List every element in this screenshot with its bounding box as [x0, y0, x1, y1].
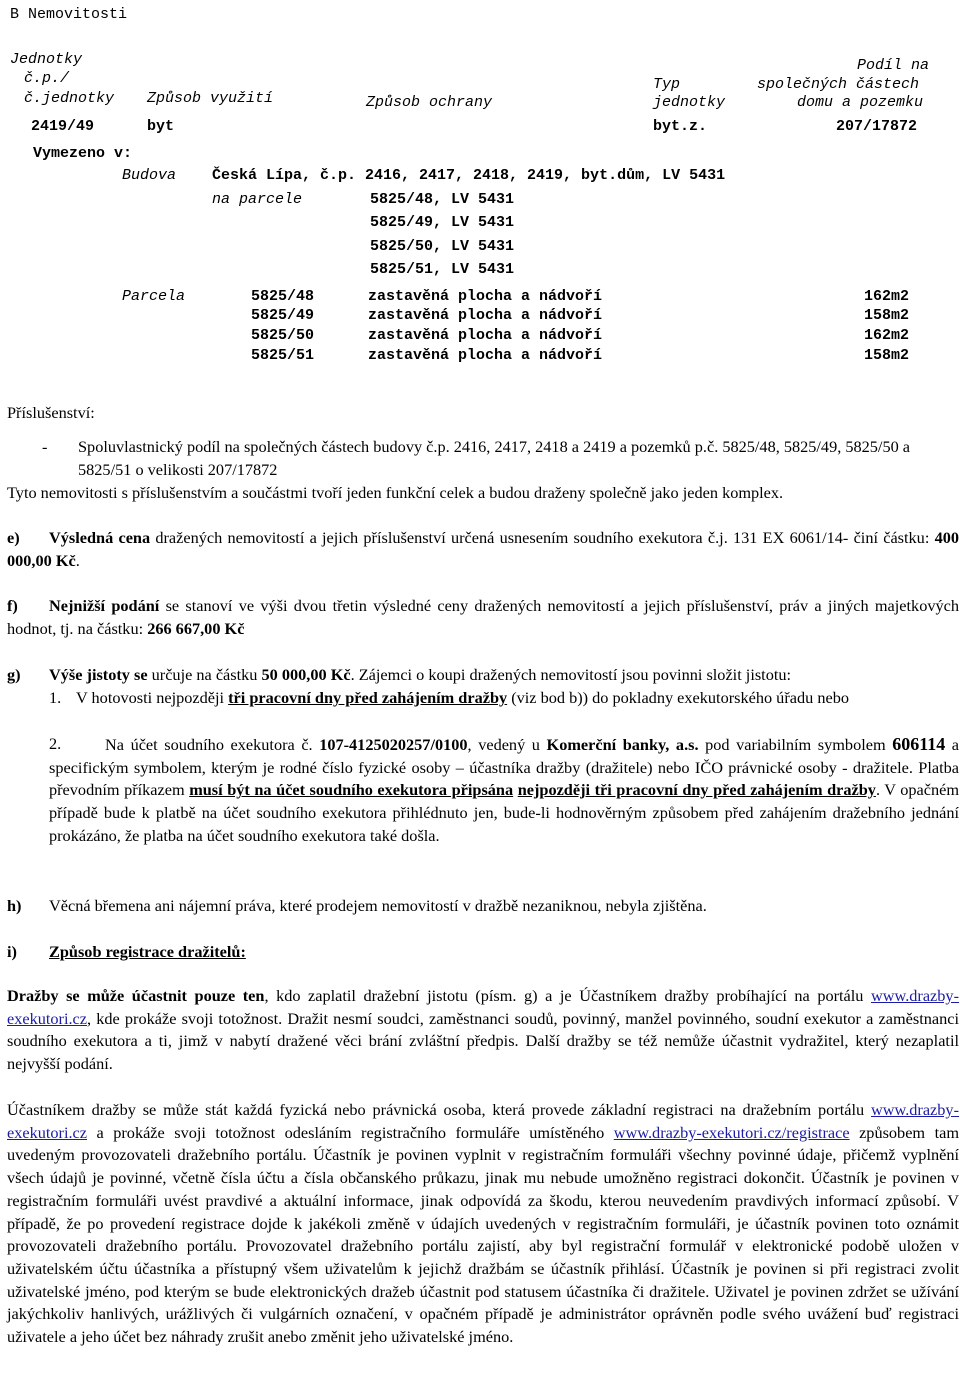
deposit-term: Výše jistoty se: [49, 665, 148, 684]
item-g-text-2: . Zájemci o koupi dražených nemovitostí jsou povinni složit jistotu:: [350, 665, 792, 684]
parcela-label: Parcela: [122, 288, 186, 305]
g1-text: [76, 687, 959, 710]
na-parcele-item: 5825/51, LV 5431: [370, 261, 515, 278]
parcel-number: 5825/49: [251, 307, 315, 324]
bullet-dash: -: [42, 437, 48, 456]
item-e: [7, 527, 959, 572]
payment-deadline: nejpozději tři pracovní dny před zahájením dražby: [517, 780, 876, 800]
g1-c: (viz bod b)) do pokladny exekutorského úřadu nebo: [507, 688, 849, 707]
portal-link[interactable]: www.drazby-exekutori.cz: [7, 1100, 959, 1142]
header-share-3: domu a pozemku: [797, 94, 924, 111]
header-share-2: společných částech: [757, 76, 920, 93]
p1-b: , kde prokáže svoji totožnost. Dražit nesmí soudci, zaměstnanci soudů, povinný, manžel povinného, soudní exekutor a zaměstnanci soudního exekutora a ti, jimž v nabytí dražené věci brání zvláštní předpis. Další dražby se též nemůže účastnit vydražitel, který nezaplatil nejvyšší podání.: [7, 1008, 959, 1074]
item-e-label: e): [7, 528, 20, 547]
g2-a: Na účet soudního exekutora č.: [105, 735, 320, 754]
item-i-label: i): [7, 942, 17, 961]
g2-d: a specifickým symbolem, kterým je rodné číslo fyzické osoby – účastníka dražby (dražitele) nebo IČO právnické osoby - dražitele. Platba převodním příkazem: [49, 735, 960, 800]
final-price-amount: 400 000,00 Kč: [7, 528, 959, 570]
parcel-area: 162m2: [864, 327, 910, 344]
account-number: 107-4125020257/0100: [319, 735, 468, 754]
parcel-kind: zastavěná plocha a nádvoří: [368, 288, 603, 305]
parcel-kind: zastavěná plocha a nádvoří: [368, 347, 603, 364]
g1-deadline: tři pracovní dny před zahájením dražby: [228, 688, 508, 707]
header-type: Typ: [653, 76, 681, 93]
item-f: [7, 595, 959, 640]
item-h-label: h): [7, 896, 22, 915]
unit-share: 207/17872: [836, 118, 918, 135]
registration-title: Způsob registrace dražitelů:: [49, 942, 246, 961]
parcel-number: 5825/51: [251, 347, 315, 364]
g2-number: 2.: [49, 734, 62, 753]
p2-a: Účastníkem dražby se může stát každá fyzická nebo právnická osoba, která provede základní registraci na dražebním portálu: [7, 1100, 871, 1119]
parcel-area: 162m2: [864, 288, 910, 305]
parcel-kind: zastavěná plocha a nádvoří: [368, 327, 603, 344]
parcel-number: 5825/48: [251, 288, 315, 305]
g2-c: pod variabilním symbolem: [698, 735, 893, 754]
header-use: Způsob využití: [147, 90, 274, 107]
item-e-end: .: [75, 550, 80, 570]
p1-a: , kdo zaplatil dražební jistotu (písm. g) a je Účastníkem dražby probíhající na portálu: [264, 986, 871, 1005]
header-cp: č.p./: [24, 70, 70, 87]
item-g-text: určuje na částku: [147, 665, 262, 684]
na-parcele-item: 5825/50, LV 5431: [370, 238, 515, 255]
p2-b: a prokáže svoji totožnost odesláním registračního formuláře umístěného: [87, 1122, 614, 1142]
budova-value: Česká Lípa, č.p. 2416, 2417, 2418, 2419, byt.dům, LV 5431: [212, 167, 726, 184]
registration-paragraph-1: [7, 985, 959, 1076]
g2-b: , vedený u: [467, 735, 547, 754]
g2-text: [49, 733, 959, 848]
bank-name: Komerční banky, a.s.: [546, 735, 699, 754]
item-f-label: f): [7, 596, 18, 615]
vymezeno-label: Vymezeno v:: [33, 145, 133, 162]
g1-number: 1.: [49, 688, 62, 707]
na-parcele-item: 5825/49, LV 5431: [370, 214, 515, 231]
parcel-area: 158m2: [864, 347, 910, 364]
registration-link[interactable]: www.drazby-exekutori.cz/registrace: [613, 1122, 850, 1142]
unit-type: byt.z.: [653, 118, 708, 135]
header-unit: jednotky: [653, 94, 726, 111]
g2-e: . V opačném případě bude k platbě na účet soudního exekutora přihlédnuto jen, bude-li hodnověrným způsobem před zahájením dražebního jednání prokázáno, že platba na účet soudního exekutora také došla.: [49, 780, 960, 845]
budova-label: Budova: [122, 167, 177, 184]
na-parcele-label: na parcele: [212, 191, 303, 208]
portal-link[interactable]: www.drazby-exekutori.cz: [7, 986, 959, 1028]
item-f-text: se stanoví ve výši dvou třetin výsledné ceny dražených nemovitostí a jejich příslušenství, práv a jiných majetkových hodnot, tj. na částku:: [7, 596, 959, 638]
header-units: Jednotky: [10, 51, 83, 68]
must-be-credited: musí být na účet soudního exekutora připsána: [189, 780, 514, 800]
min-bid-term: Nejnižší podání: [49, 596, 160, 615]
unit-number: 2419/49: [31, 118, 95, 135]
item-g: [49, 664, 959, 687]
min-bid-amount: 266 667,00 Kč: [147, 618, 245, 638]
variable-symbol: 606114: [892, 734, 946, 754]
header-unit-number: č.jednotky: [24, 90, 115, 107]
komplex-text: Tyto nemovitosti s příslušenstvím a součástmi tvoří jeden funkční celek a budou draženy společně jako jeden komplex.: [7, 483, 784, 502]
bullet-text: Spoluvlastnický podíl na společných částech budovy č.p. 2416, 2417, 2418 a 2419 a pozemků p.č. 5825/48, 5825/49, 5825/50 a 5825/51 o velikosti 207/17872: [78, 437, 911, 479]
p2-c: způsobem tam uvedeným provozovateli dražebního portálu. Účastník je povinen vyplnit v registračním formuláři všechny povinné údaje, přičemž vyplnění všech údajů je povinné, včetně čísla účtu a čísla občanského průkazu, jinak mu nebude umožněno registraci dokončit. Účastník je povinen v registračním formuláři uvést pravdivé a aktuální informace, jinak odpovídá za škodu, kterou neuvedením pravdivých informací způsobí. V případě, že po provedení registrace dojde k jakékoli změně v údajích uvedených v registračním formuláři, je účastník povinen toto oznámit provozovateli dražebního portálu. Provozovatel dražebního portálu zajistí, aby byl registrační formulář v elektronické podobě uložen v uživatelském účtu účastníka a přístupný všem uživatelům k jejichž dražbám se účastník přihlásí. Účastník je povinen si při registraci zvolit uživatelské jméno, pod kterým se bude elektronických dražeb účastnit pod statusem účastníka či dražitele. Uživatel je povinen zdržet se užívání jakýchkoliv hanlivých, urážlivých či vulgárních označení, v opačném případě je administrátor oprávněn podle svého uvážení buď registraci uživatele a jeho účet bez náhrady zrušit anebo změnit jeho uživatelské jméno.: [7, 1122, 960, 1347]
header-share-1: Podíl na: [857, 57, 930, 74]
item-h-text: Věcná břemena ani nájemní práva, které prodejem nemovitostí v dražbě nezaniknou, nebyla zjištěna.: [49, 896, 707, 915]
unit-use: byt: [147, 118, 175, 135]
deposit-amount: 50 000,00 Kč: [261, 665, 351, 684]
header-protection: Způsob ochrany: [366, 94, 493, 111]
item-e-text: dražených nemovitostí a jejich příslušenství určená usnesením soudního exekutora č.j. 131 EX 6061/14- činí částku:: [150, 528, 935, 547]
final-price-term: Výsledná cena: [49, 528, 151, 547]
na-parcele-item: 5825/48, LV 5431: [370, 191, 515, 208]
item-g-label: g): [7, 665, 21, 684]
prislusenstvi-title: Příslušenství:: [7, 403, 95, 422]
registration-paragraph-2: [7, 1099, 959, 1349]
parcel-number: 5825/50: [251, 327, 315, 344]
section-title: B Nemovitosti: [10, 6, 128, 23]
participation-rule: Dražby se může účastnit pouze ten: [7, 986, 265, 1005]
parcel-area: 158m2: [864, 307, 910, 324]
g1-a: V hotovosti nejpozději: [76, 688, 229, 707]
parcel-kind: zastavěná plocha a nádvoří: [368, 307, 603, 324]
